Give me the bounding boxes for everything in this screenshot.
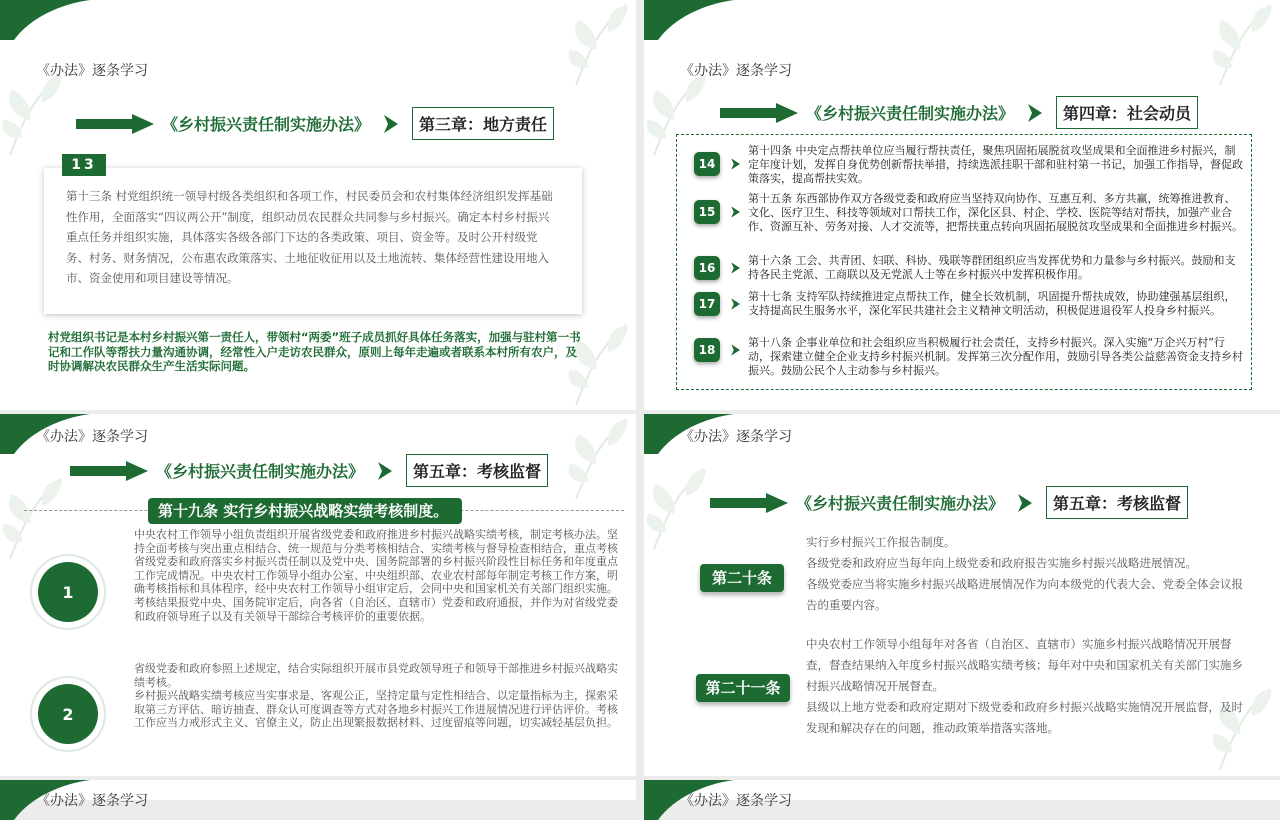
leaf-icon	[0, 474, 70, 564]
title-banner	[710, 486, 1188, 519]
slide-chapter4	[644, 0, 1280, 410]
article-card	[44, 168, 582, 314]
title-banner	[70, 454, 548, 487]
article-text: 中央农村工作领导小组每年对各省（自治区、直辖市）实施乡村振兴战略情况开展督查，督查结果纳入年度乡村振兴战略实绩考核；每年对中央和国家机关有关部门实施乡村振兴战略情况开展督查。 县级以上地方党委和政府定期对下级党委和政府乡村振兴战略实施情况开展监督，及时发现和解决存在的问题，推动政策举措落实落地。	[806, 637, 1243, 735]
article-tag: 第二十条	[700, 564, 784, 592]
slide-chapter3	[0, 0, 636, 410]
article-text: 第十八条 企事业单位和社会组织应当积极履行社会责任，支持乡村振兴。深入实施“万企兴万村”行动，探索建立健全企业支持乡村振兴机制。发挥第三次分配作用，鼓励引导各类公益慈善资金支持乡村振兴。鼓励公民个人主动参与乡村振兴。	[748, 336, 1243, 377]
chevron-right-icon	[730, 262, 740, 274]
main-title: 《乡村振兴责任制实施办法》	[806, 104, 1015, 123]
item-number-circle	[30, 554, 106, 630]
arrow-right-icon	[76, 114, 154, 134]
article-badge: 18	[694, 338, 720, 362]
chevron-right-icon	[1016, 494, 1032, 512]
article-badge: 15	[694, 200, 720, 224]
article-text: 第十四条 中央定点帮扶单位应当履行帮扶责任，聚焦巩固拓展脱贫攻坚成果和全面推进乡村振兴，制定年度计划，发挥自身优势创新帮扶举措，持续选派挂职干部和驻村第一书记，加强工作指导，督促政策落实，提高帮扶实效。	[748, 144, 1243, 185]
slide-partial	[644, 780, 1280, 809]
header-title: 《办法》逐条学习	[36, 429, 148, 445]
main-title: 《乡村振兴责任制实施办法》	[156, 462, 365, 481]
title-banner	[720, 96, 1198, 129]
highlight-note: 村党组织书记是本村乡村振兴第一责任人，带领村“两委”班子成员抓好具体任务落实，加强与驻村第一书记和工作队等帮扶力量沟通协调，经常性入户走访农民群众，原则上每年走遍或者联系本村所有农户，及时协调解决农民群众生产生活实际问题。	[48, 330, 581, 373]
swoosh-icon	[0, 0, 90, 40]
leaf-icon	[566, 414, 636, 504]
arrow-right-icon	[710, 493, 788, 513]
chevron-right-icon	[730, 206, 740, 218]
chevron-right-icon	[730, 344, 740, 356]
leaf-icon	[644, 464, 714, 554]
item-number: 2	[38, 684, 98, 744]
arrow-right-icon	[70, 461, 148, 481]
leaf-icon	[0, 70, 70, 160]
section-title: 第十九条 实行乡村振兴战略实绩考核制度。	[148, 498, 462, 524]
chevron-right-icon	[730, 158, 740, 170]
slide-partial	[0, 780, 636, 809]
article-badge: 16	[694, 256, 720, 280]
article-text: 第十五条 东西部协作双方各级党委和政府应当坚持双向协作、互惠互利、多方共赢，统筹推进教育、文化、医疗卫生、科技等领域对口帮扶工作，深化区县、村企、学校、医院等结对帮扶，加强产业合作、资源互补、劳务对接、人才交流等，把帮扶重点转向巩固拓展脱贫攻坚成果和全面推进乡村振兴。	[748, 192, 1243, 233]
article-text: 实行乡村振兴工作报告制度。 各级党委和政府应当每年向上级党委和政府报告实施乡村振兴战略进展情况。 各级党委应当将实施乡村振兴战略进展情况作为向本级党的代表大会、党委全体会议报告的重要内容。	[806, 535, 1243, 612]
leaf-icon	[1210, 0, 1280, 90]
item-number: 1	[38, 562, 98, 622]
slide-chapter5-assessment	[0, 414, 636, 776]
article-badge: 14	[694, 152, 720, 176]
chapter-label: 第五章：考核监督	[1046, 486, 1188, 519]
article-number-tab: 13	[62, 154, 106, 176]
item-text: 中央农村工作领导小组负责组织开展省级党委和政府推进乡村振兴战略实绩考核，制定考核办法。坚持全面考核与突出重点相结合、统一规范与分类考核相结合、实绩考核与督导检查相结合，重点考核省级党委和政府落实乡村振兴责任制以及党中央、国务院部署的乡村振兴阶段性目标任务和年度重点工作完成情况。中央农村工作领导小组办公室、中央组织部、农业农村部每年制定考核工作方案，明确考核指标和具体程序，经中央农村工作领导小组审定后，会同中央和国家机关有关部门组织实施。考核结果报党中央、国务院审定后，向各省（自治区、直辖市）党委和政府通报，并作为对省级党委和政府领导班子以及有关领导干部综合考核评价的重要依据。	[134, 528, 618, 623]
swoosh-icon	[644, 0, 734, 40]
chevron-right-icon	[376, 462, 392, 480]
chevron-right-icon	[730, 298, 740, 310]
main-title: 《乡村振兴责任制实施办法》	[796, 494, 1005, 513]
title-banner	[76, 107, 554, 140]
article-badge: 17	[694, 292, 720, 316]
article-tag: 第二十一条	[696, 674, 790, 702]
slide-chapter5-supervision	[644, 414, 1280, 776]
chapter-label: 第四章：社会动员	[1056, 96, 1198, 129]
arrow-right-icon	[720, 103, 798, 123]
article-text: 第十六条 工会、共青团、妇联、科协、残联等群团组织应当发挥优势和力量参与乡村振兴。鼓励和支持各民主党派、工商联以及无党派人士等在乡村振兴中发挥积极作用。	[748, 254, 1236, 281]
article-body: 第十三条 村党组织统一领导村级各类组织和各项工作，村民委员会和农村集体经济组织发挥基础性作用，全面落实“四议两公开”制度，组织动员农民群众共同参与乡村振兴。确定本村乡村振兴重点任务并组织实施，具体落实各级各部门下达的各类政策、项目、资金等。及时公开村级党务、村务、财务情况，公布惠农政策落实、土地征收征用以及土地流转、集体经营性建设用地入市、资金使用和项目建设等情况。	[66, 189, 553, 285]
item-text: 省级党委和政府参照上述规定，结合实际组织开展市县党政领导班子和领导干部推进乡村振兴战略实绩考核。 乡村振兴战略实绩考核应当实事求是、客观公正，坚持定量与定性相结合、以定量指标为主，探索采取第三方评估、暗访抽查、群众认可度调查等方式对各地乡村振兴工作进展情况进行评估评价。考核工作应当力戒形式主义、官僚主义，防止出现繁报数据材料、过度留痕等问题，切实减轻基层负担。	[134, 662, 618, 730]
header-title: 《办法》逐条学习	[36, 793, 148, 809]
main-title: 《乡村振兴责任制实施办法》	[162, 115, 371, 134]
header-title: 《办法》逐条学习	[680, 63, 792, 79]
header-title: 《办法》逐条学习	[680, 429, 792, 445]
header-title: 《办法》逐条学习	[680, 793, 792, 809]
leaf-icon	[566, 0, 636, 90]
chevron-right-icon	[1026, 104, 1042, 122]
chapter-label: 第三章：地方责任	[412, 107, 554, 140]
item-number-circle	[30, 676, 106, 752]
chevron-right-icon	[382, 115, 398, 133]
header-title: 《办法》逐条学习	[36, 63, 148, 79]
chapter-label: 第五章：考核监督	[406, 454, 548, 487]
article-text: 第十七条 支持军队持续推进定点帮扶工作，健全长效机制，巩固提升帮扶成效，协助建强基层组织，支持提高民生服务水平，深化军民共建社会主义精神文明活动，积极促进退役军人投身乡村振兴。	[748, 290, 1236, 317]
